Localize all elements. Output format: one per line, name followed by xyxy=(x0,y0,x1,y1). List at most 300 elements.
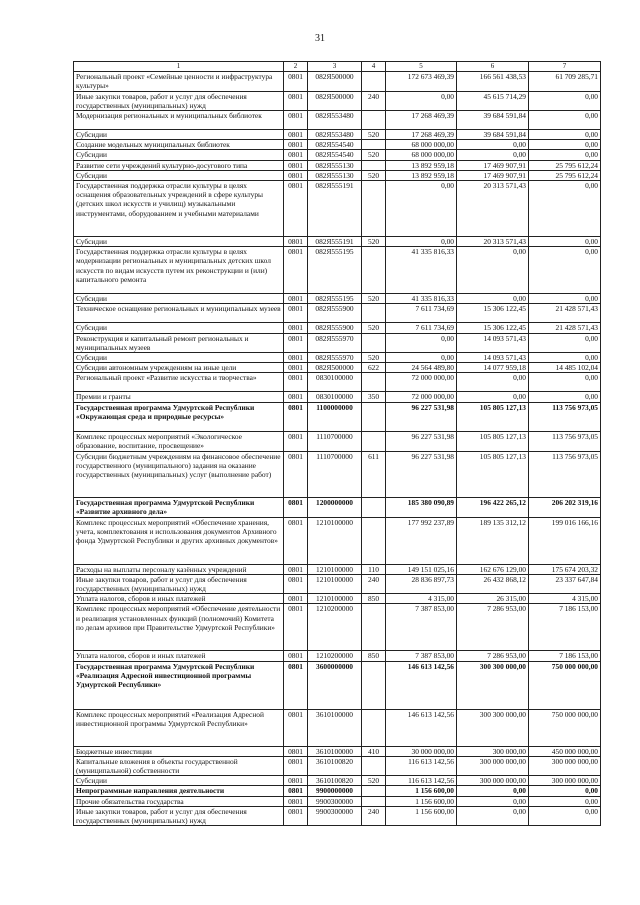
header-cell: 5 xyxy=(386,62,457,72)
expense-type-cell xyxy=(362,431,386,451)
expense-type-cell xyxy=(362,373,386,392)
amount-col6-cell: 300 300 000,00 xyxy=(457,709,529,746)
amount-col5-cell: 1 156 600,00 xyxy=(386,796,457,806)
section-code-cell: 0801 xyxy=(284,402,308,431)
table-row xyxy=(74,651,601,661)
amount-col7-cell: 7 186 153,00 xyxy=(529,651,601,661)
amount-col6-cell: 0,00 xyxy=(457,786,529,796)
amount-col6-cell: 300 000 000,00 xyxy=(457,776,529,786)
expense-type-cell: 350 xyxy=(362,392,386,402)
row-name-cell: Прочие обязательства государства xyxy=(74,796,284,806)
row-name-cell: Субсидии xyxy=(74,353,284,363)
amount-col6-cell: 0,00 xyxy=(457,806,529,825)
target-article-cell: 1210100000 xyxy=(308,564,362,574)
section-code-cell: 0801 xyxy=(284,72,308,91)
target-article-cell: 082Я500000 xyxy=(308,363,362,373)
row-name-cell: Непрограммные направления деятельности xyxy=(74,786,284,796)
expense-type-cell xyxy=(362,402,386,431)
target-article-cell: 082Я555900 xyxy=(308,323,362,333)
table-row xyxy=(74,594,601,604)
expense-type-cell: 520 xyxy=(362,323,386,333)
target-article-cell: 082Я555970 xyxy=(308,333,362,352)
amount-col5-cell: 172 673 469,39 xyxy=(386,72,457,91)
expense-type-cell xyxy=(362,247,386,294)
amount-col5-cell: 68 000 000,00 xyxy=(386,150,457,160)
row-name-cell: Региональный проект «Развитие искусства и творчества» xyxy=(74,373,284,392)
expense-type-cell: 240 xyxy=(362,91,386,110)
target-article-cell: 082Я555195 xyxy=(308,247,362,294)
section-code-cell: 0801 xyxy=(284,294,308,304)
table-row xyxy=(74,237,601,247)
target-article-cell: 3610100000 xyxy=(308,746,362,756)
table-row xyxy=(74,574,601,593)
table-row xyxy=(74,746,601,756)
amount-col6-cell: 26 315,00 xyxy=(457,594,529,604)
target-article-cell: 082Я555130 xyxy=(308,160,362,170)
expense-type-cell: 520 xyxy=(362,776,386,786)
table-row xyxy=(74,247,601,294)
target-article-cell: 082Я555195 xyxy=(308,294,362,304)
table-row xyxy=(74,170,601,180)
amount-col5-cell: 96 227 531,98 xyxy=(386,451,457,497)
target-article-cell: 1100000000 xyxy=(308,402,362,431)
expense-type-cell xyxy=(362,181,386,237)
row-name-cell: Модернизация региональных и муниципальных библиотек xyxy=(74,111,284,130)
amount-col6-cell: 105 805 127,13 xyxy=(457,451,529,497)
expense-type-cell: 520 xyxy=(362,294,386,304)
section-code-cell: 0801 xyxy=(284,431,308,451)
amount-col7-cell: 25 795 612,24 xyxy=(529,170,601,180)
amount-col7-cell: 0,00 xyxy=(529,237,601,247)
row-name-cell: Иные закупки товаров, работ и услуг для обеспечения государственных (муниципальных) нужд xyxy=(74,806,284,825)
section-code-cell: 0801 xyxy=(284,574,308,593)
amount-col6-cell: 300 000,00 xyxy=(457,746,529,756)
section-code-cell: 0801 xyxy=(284,130,308,140)
header-cell: 6 xyxy=(457,62,529,72)
amount-col6-cell: 189 135 312,12 xyxy=(457,517,529,564)
target-article-cell: 082Я554540 xyxy=(308,140,362,150)
amount-col5-cell: 177 992 237,89 xyxy=(386,517,457,564)
amount-col6-cell: 162 676 129,00 xyxy=(457,564,529,574)
section-code-cell: 0801 xyxy=(284,323,308,333)
expense-type-cell xyxy=(362,786,386,796)
amount-col5-cell: 116 613 142,56 xyxy=(386,776,457,786)
expense-type-cell xyxy=(362,111,386,130)
target-article-cell: 9900300000 xyxy=(308,796,362,806)
amount-col7-cell: 0,00 xyxy=(529,111,601,130)
table-row xyxy=(74,333,601,352)
amount-col6-cell: 45 615 714,29 xyxy=(457,91,529,110)
header-cell: 1 xyxy=(74,62,284,72)
row-name-cell: Иные закупки товаров, работ и услуг для обеспечения государственных (муниципальных) нужд xyxy=(74,91,284,110)
amount-col6-cell: 105 805 127,13 xyxy=(457,431,529,451)
amount-col7-cell: 750 000 000,00 xyxy=(529,709,601,746)
section-code-cell: 0801 xyxy=(284,756,308,775)
table-row xyxy=(74,323,601,333)
expense-type-cell: 410 xyxy=(362,746,386,756)
amount-col5-cell: 1 156 600,00 xyxy=(386,786,457,796)
target-article-cell: 082Я554540 xyxy=(308,150,362,160)
amount-col7-cell: 113 756 973,05 xyxy=(529,431,601,451)
section-code-cell: 0801 xyxy=(284,363,308,373)
section-code-cell: 0801 xyxy=(284,604,308,651)
expense-type-cell: 611 xyxy=(362,451,386,497)
amount-col6-cell: 17 469 907,91 xyxy=(457,160,529,170)
row-name-cell: Расходы на выплаты персоналу казённых учреждений xyxy=(74,564,284,574)
expense-type-cell xyxy=(362,796,386,806)
amount-col5-cell: 146 613 142,56 xyxy=(386,661,457,709)
section-code-cell: 0801 xyxy=(284,304,308,323)
section-code-cell: 0801 xyxy=(284,150,308,160)
row-name-cell: Субсидии xyxy=(74,323,284,333)
amount-col7-cell: 113 756 973,05 xyxy=(529,451,601,497)
expense-type-cell xyxy=(362,497,386,517)
amount-col6-cell: 0,00 xyxy=(457,140,529,150)
table-row xyxy=(74,806,601,825)
row-name-cell: Премии и гранты xyxy=(74,392,284,402)
section-code-cell: 0801 xyxy=(284,651,308,661)
target-article-cell: 0830100000 xyxy=(308,373,362,392)
amount-col7-cell: 7 186 153,00 xyxy=(529,604,601,651)
amount-col5-cell: 1 156 600,00 xyxy=(386,806,457,825)
target-article-cell: 082Я553480 xyxy=(308,130,362,140)
amount-col6-cell: 15 306 122,45 xyxy=(457,304,529,323)
section-code-cell: 0801 xyxy=(284,451,308,497)
table-row xyxy=(74,604,601,651)
table-row xyxy=(74,392,601,402)
table-row xyxy=(74,796,601,806)
expense-type-cell xyxy=(362,72,386,91)
budget-table xyxy=(73,61,601,826)
amount-col6-cell: 14 093 571,43 xyxy=(457,333,529,352)
amount-col7-cell: 0,00 xyxy=(529,150,601,160)
amount-col5-cell: 0,00 xyxy=(386,353,457,363)
table-row xyxy=(74,373,601,392)
section-code-cell: 0801 xyxy=(284,746,308,756)
row-name-cell: Государственная поддержка отрасли культуры в целях модернизации региональных и муниципальных детских школ искусств по видам искусств путем их реконструкции и (или) капитального ремонта xyxy=(74,247,284,294)
row-name-cell: Иные закупки товаров, работ и услуг для обеспечения государственных (муниципальных) нужд xyxy=(74,574,284,593)
amount-col6-cell: 14 093 571,43 xyxy=(457,353,529,363)
amount-col7-cell: 0,00 xyxy=(529,373,601,392)
row-name-cell: Субсидии xyxy=(74,776,284,786)
amount-col6-cell: 14 077 959,18 xyxy=(457,363,529,373)
expense-type-cell: 240 xyxy=(362,574,386,593)
expense-type-cell xyxy=(362,304,386,323)
target-article-cell: 1210100000 xyxy=(308,594,362,604)
target-article-cell: 082Я500000 xyxy=(308,72,362,91)
section-code-cell: 0801 xyxy=(284,594,308,604)
amount-col7-cell: 23 337 647,84 xyxy=(529,574,601,593)
amount-col5-cell: 7 611 734,69 xyxy=(386,304,457,323)
amount-col5-cell: 0,00 xyxy=(386,237,457,247)
amount-col6-cell: 39 684 591,84 xyxy=(457,130,529,140)
section-code-cell: 0801 xyxy=(284,140,308,150)
amount-col7-cell: 0,00 xyxy=(529,806,601,825)
row-name-cell: Комплекс процессных мероприятий «Экологическое образование, воспитание, просвещение» xyxy=(74,431,284,451)
expense-type-cell: 240 xyxy=(362,806,386,825)
amount-col5-cell: 116 613 142,56 xyxy=(386,756,457,775)
table-row xyxy=(74,517,601,564)
row-name-cell: Субсидии бюджетным учреждениям на финансовое обеспечение государственного (муниципального) задания на оказание государственных (муниципальных) услуг (выполнение работ) xyxy=(74,451,284,497)
target-article-cell: 082Я555970 xyxy=(308,353,362,363)
table-row xyxy=(74,431,601,451)
expense-type-cell: 850 xyxy=(362,594,386,604)
section-code-cell: 0801 xyxy=(284,786,308,796)
amount-col7-cell: 0,00 xyxy=(529,91,601,110)
target-article-cell: 082Я555130 xyxy=(308,170,362,180)
expense-type-cell: 622 xyxy=(362,363,386,373)
amount-col5-cell: 0,00 xyxy=(386,181,457,237)
table-row xyxy=(74,111,601,130)
section-code-cell: 0801 xyxy=(284,796,308,806)
amount-col7-cell: 0,00 xyxy=(529,796,601,806)
table-row xyxy=(74,72,601,91)
amount-col7-cell: 4 315,00 xyxy=(529,594,601,604)
table-row xyxy=(74,709,601,746)
amount-col5-cell: 72 000 000,00 xyxy=(386,373,457,392)
row-name-cell: Уплата налогов, сборов и иных платежей xyxy=(74,594,284,604)
target-article-cell: 1210200000 xyxy=(308,651,362,661)
row-name-cell: Региональный проект «Семейные ценности и инфраструктура культуры» xyxy=(74,72,284,91)
amount-col7-cell: 0,00 xyxy=(529,247,601,294)
amount-col7-cell: 750 000 000,00 xyxy=(529,661,601,709)
expense-type-cell xyxy=(362,604,386,651)
target-article-cell: 082Я500000 xyxy=(308,91,362,110)
amount-col5-cell: 28 836 897,73 xyxy=(386,574,457,593)
row-name-cell: Субсидии xyxy=(74,237,284,247)
amount-col5-cell: 149 151 025,16 xyxy=(386,564,457,574)
amount-col6-cell: 196 422 265,12 xyxy=(457,497,529,517)
amount-col6-cell: 15 306 122,45 xyxy=(457,323,529,333)
row-name-cell: Государственная программа Удмуртской Республики «Реализация Адресной инвестиционной программы Удмуртской Республики» xyxy=(74,661,284,709)
section-code-cell: 0801 xyxy=(284,353,308,363)
amount-col7-cell: 0,00 xyxy=(529,140,601,150)
section-code-cell: 0801 xyxy=(284,661,308,709)
table-row xyxy=(74,160,601,170)
amount-col7-cell: 113 756 973,05 xyxy=(529,402,601,431)
target-article-cell: 3610100000 xyxy=(308,709,362,746)
table-row xyxy=(74,402,601,431)
row-name-cell: Субсидии xyxy=(74,294,284,304)
amount-col7-cell: 0,00 xyxy=(529,333,601,352)
expense-type-cell xyxy=(362,517,386,564)
amount-col5-cell: 7 611 734,69 xyxy=(386,323,457,333)
amount-col7-cell: 0,00 xyxy=(529,353,601,363)
amount-col7-cell: 0,00 xyxy=(529,392,601,402)
table-row xyxy=(74,130,601,140)
section-code-cell: 0801 xyxy=(284,564,308,574)
expense-type-cell xyxy=(362,140,386,150)
amount-col5-cell: 96 227 531,98 xyxy=(386,402,457,431)
table-body xyxy=(74,72,601,826)
amount-col7-cell: 0,00 xyxy=(529,181,601,237)
target-article-cell: 082Я553480 xyxy=(308,111,362,130)
row-name-cell: Реконструкция и капитальный ремонт региональных и муниципальных музеев xyxy=(74,333,284,352)
row-name-cell: Комплекс процессных мероприятий «Обеспечение деятельности и реализация установленных функций (полномочий) Комитета по делам архивов при Правительстве Удмуртской Республики» xyxy=(74,604,284,651)
expense-type-cell xyxy=(362,333,386,352)
target-article-cell: 082Я555191 xyxy=(308,181,362,237)
table-row xyxy=(74,150,601,160)
target-article-cell: 1210100000 xyxy=(308,517,362,564)
amount-col7-cell: 300 000 000,00 xyxy=(529,756,601,775)
table-row xyxy=(74,181,601,237)
section-code-cell: 0801 xyxy=(284,497,308,517)
amount-col5-cell: 41 335 816,33 xyxy=(386,294,457,304)
section-code-cell: 0801 xyxy=(284,392,308,402)
target-article-cell: 1200000000 xyxy=(308,497,362,517)
amount-col6-cell: 20 313 571,43 xyxy=(457,237,529,247)
amount-col7-cell: 175 674 203,32 xyxy=(529,564,601,574)
amount-col6-cell: 20 313 571,43 xyxy=(457,181,529,237)
target-article-cell: 1110700000 xyxy=(308,451,362,497)
expense-type-cell xyxy=(362,661,386,709)
amount-col5-cell: 7 387 853,00 xyxy=(386,651,457,661)
amount-col7-cell: 25 795 612,24 xyxy=(529,160,601,170)
amount-col6-cell: 0,00 xyxy=(457,294,529,304)
amount-col7-cell: 300 000 000,00 xyxy=(529,776,601,786)
amount-col7-cell: 199 016 166,16 xyxy=(529,517,601,564)
amount-col5-cell: 17 268 469,39 xyxy=(386,111,457,130)
target-article-cell: 3610100820 xyxy=(308,756,362,775)
table-row xyxy=(74,91,601,110)
expense-type-cell: 520 xyxy=(362,353,386,363)
section-code-cell: 0801 xyxy=(284,170,308,180)
amount-col6-cell: 300 300 000,00 xyxy=(457,661,529,709)
table-row xyxy=(74,451,601,497)
amount-col6-cell: 39 684 591,84 xyxy=(457,111,529,130)
amount-col6-cell: 7 286 953,00 xyxy=(457,604,529,651)
table-row xyxy=(74,786,601,796)
amount-col6-cell: 7 286 953,00 xyxy=(457,651,529,661)
section-code-cell: 0801 xyxy=(284,91,308,110)
table-row xyxy=(74,497,601,517)
target-article-cell: 9900000000 xyxy=(308,786,362,796)
amount-col5-cell: 7 387 853,00 xyxy=(386,604,457,651)
row-name-cell: Уплата налогов, сборов и иных платежей xyxy=(74,651,284,661)
amount-col5-cell: 17 268 469,39 xyxy=(386,130,457,140)
expense-type-cell: 520 xyxy=(362,237,386,247)
table-row xyxy=(74,776,601,786)
amount-col6-cell: 0,00 xyxy=(457,247,529,294)
amount-col5-cell: 0,00 xyxy=(386,91,457,110)
row-name-cell: Капитальные вложения в объекты государственной (муниципальной) собственности xyxy=(74,756,284,775)
amount-col6-cell: 166 561 438,53 xyxy=(457,72,529,91)
table-row xyxy=(74,661,601,709)
table-row xyxy=(74,564,601,574)
section-code-cell: 0801 xyxy=(284,181,308,237)
page-number: 31 xyxy=(315,33,325,44)
amount-col7-cell: 61 709 285,71 xyxy=(529,72,601,91)
row-name-cell: Техническое оснащение региональных и муниципальных музеев xyxy=(74,304,284,323)
row-name-cell: Субсидии автономным учреждениям на иные цели xyxy=(74,363,284,373)
section-code-cell: 0801 xyxy=(284,237,308,247)
amount-col7-cell: 0,00 xyxy=(529,294,601,304)
amount-col6-cell: 105 805 127,13 xyxy=(457,402,529,431)
amount-col5-cell: 41 335 816,33 xyxy=(386,247,457,294)
target-article-cell: 3610100820 xyxy=(308,776,362,786)
target-article-cell: 3600000000 xyxy=(308,661,362,709)
amount-col6-cell: 26 432 868,12 xyxy=(457,574,529,593)
amount-col7-cell: 21 428 571,43 xyxy=(529,304,601,323)
row-name-cell: Развитие сети учреждений культурно-досугового типа xyxy=(74,160,284,170)
row-name-cell: Субсидии xyxy=(74,170,284,180)
target-article-cell: 082Я555191 xyxy=(308,237,362,247)
table-row xyxy=(74,294,601,304)
expense-type-cell xyxy=(362,756,386,775)
amount-col6-cell: 300 000 000,00 xyxy=(457,756,529,775)
table-header-row xyxy=(74,62,601,72)
table-row xyxy=(74,756,601,775)
section-code-cell: 0801 xyxy=(284,247,308,294)
table-row xyxy=(74,140,601,150)
target-article-cell: 1110700000 xyxy=(308,431,362,451)
amount-col5-cell: 13 892 959,18 xyxy=(386,170,457,180)
target-article-cell: 082Я555900 xyxy=(308,304,362,323)
amount-col7-cell: 206 202 319,16 xyxy=(529,497,601,517)
row-name-cell: Бюджетные инвестиции xyxy=(74,746,284,756)
header-cell: 3 xyxy=(308,62,362,72)
table-row xyxy=(74,353,601,363)
expense-type-cell: 850 xyxy=(362,651,386,661)
section-code-cell: 0801 xyxy=(284,160,308,170)
amount-col7-cell: 14 485 102,04 xyxy=(529,363,601,373)
header-cell: 7 xyxy=(529,62,601,72)
row-name-cell: Комплекс процессных мероприятий «Реализация Адресной инвестиционной программы Удмуртской Республики» xyxy=(74,709,284,746)
amount-col5-cell: 146 613 142,56 xyxy=(386,709,457,746)
row-name-cell: Государственная программа Удмуртской Республики «Развитие архивного дела» xyxy=(74,497,284,517)
row-name-cell: Субсидии xyxy=(74,150,284,160)
amount-col5-cell: 4 315,00 xyxy=(386,594,457,604)
amount-col6-cell: 17 469 907,91 xyxy=(457,170,529,180)
row-name-cell: Государственная поддержка отрасли культуры в целях оснащения образовательных учреждений в сфере культуры (детских школ искусств и училищ) музыкальными инструментами, оборудованием и учебными материалами xyxy=(74,181,284,237)
section-code-cell: 0801 xyxy=(284,517,308,564)
target-article-cell: 0830100000 xyxy=(308,392,362,402)
amount-col5-cell: 0,00 xyxy=(386,333,457,352)
header-cell: 2 xyxy=(284,62,308,72)
section-code-cell: 0801 xyxy=(284,333,308,352)
expense-type-cell: 520 xyxy=(362,170,386,180)
section-code-cell: 0801 xyxy=(284,806,308,825)
amount-col5-cell: 68 000 000,00 xyxy=(386,140,457,150)
table-row xyxy=(74,304,601,323)
amount-col6-cell: 0,00 xyxy=(457,150,529,160)
amount-col5-cell: 24 564 489,80 xyxy=(386,363,457,373)
row-name-cell: Субсидии xyxy=(74,130,284,140)
expense-type-cell xyxy=(362,160,386,170)
table-row xyxy=(74,363,601,373)
amount-col7-cell: 0,00 xyxy=(529,130,601,140)
row-name-cell: Создание модельных муниципальных библиотек xyxy=(74,140,284,150)
amount-col5-cell: 72 000 000,00 xyxy=(386,392,457,402)
target-article-cell: 1210100000 xyxy=(308,574,362,593)
row-name-cell: Комплекс процессных мероприятий «Обеспечение хранения, учета, комплектования и использования документов Архивного фонда Удмуртской Республики и других архивных документов» xyxy=(74,517,284,564)
target-article-cell: 1210200000 xyxy=(308,604,362,651)
amount-col5-cell: 30 000 000,00 xyxy=(386,746,457,756)
section-code-cell: 0801 xyxy=(284,776,308,786)
header-cell: 4 xyxy=(362,62,386,72)
expense-type-cell: 110 xyxy=(362,564,386,574)
amount-col5-cell: 13 892 959,18 xyxy=(386,160,457,170)
amount-col7-cell: 450 000 000,00 xyxy=(529,746,601,756)
row-name-cell: Государственная программа Удмуртской Республики «Окружающая среда и природные ресурсы» xyxy=(74,402,284,431)
section-code-cell: 0801 xyxy=(284,111,308,130)
expense-type-cell xyxy=(362,709,386,746)
target-article-cell: 9900300000 xyxy=(308,806,362,825)
amount-col7-cell: 21 428 571,43 xyxy=(529,323,601,333)
expense-type-cell: 520 xyxy=(362,150,386,160)
section-code-cell: 0801 xyxy=(284,373,308,392)
amount-col6-cell: 0,00 xyxy=(457,373,529,392)
